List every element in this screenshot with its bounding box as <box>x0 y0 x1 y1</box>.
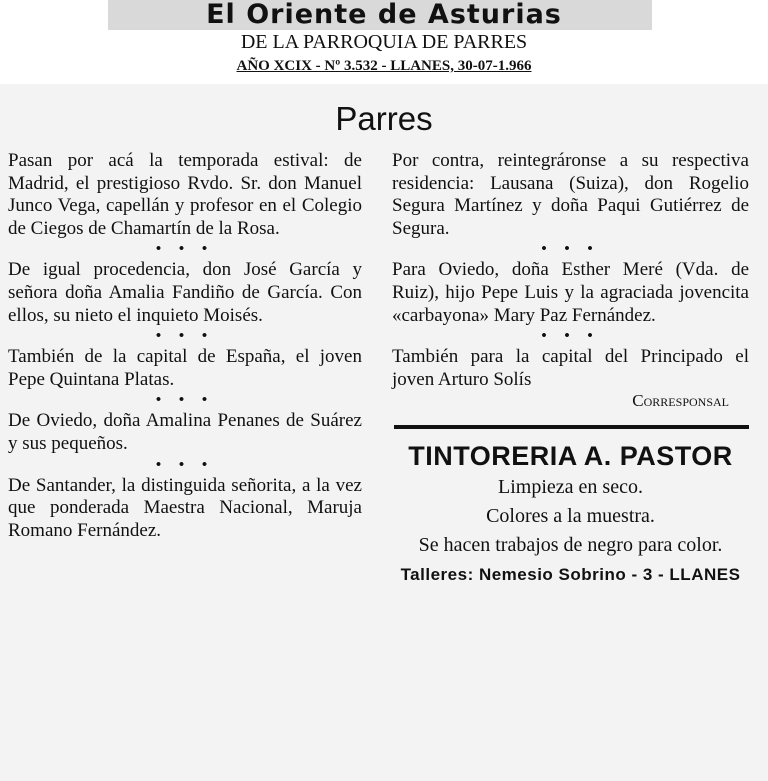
paragraph: Pasan por acá la temporada estival: de Madrid, el prestigioso Rvdo. Sr. don Manuel Junco Vega, capellán y profesor en el Colegio de Ciegos de Chamartín de la Rosa. <box>8 150 362 239</box>
separator: • • • <box>155 328 215 345</box>
ad-line: Limpieza en seco. <box>498 476 643 499</box>
ad-address: Talleres: Nemesio Sobrino - 3 - LLANES <box>400 565 741 585</box>
paragraph: También de la capital de España, el joven Pepe Quintana Platas. <box>8 346 362 390</box>
separator: • • • <box>155 241 215 258</box>
article-left-column <box>8 150 362 542</box>
issue-dateline: AÑO XCIX - Nº 3.532 - LLANES, 30-07-1.966 <box>236 58 532 74</box>
divider-rule <box>394 425 749 429</box>
ad-line: Colores a la muestra. <box>486 505 655 528</box>
paragraph: De igual procedencia, don José García y señora doña Amalia Fandiño de García. Con ellos, su nieto el inquieto Moisés. <box>8 259 362 326</box>
paragraph: También para la capital del Principado el joven Arturo Solís <box>392 346 749 390</box>
paragraph: Por contra, reintegráronse a su respectiva residencia: Lausana (Suiza), don Rogelio Segura Martínez y doña Paqui Gutiérrez de Segura. <box>392 150 749 239</box>
correspondent-signature: Corresponsal <box>632 391 729 411</box>
newspaper-masthead: El Oriente de Asturias <box>206 0 562 30</box>
advertisement <box>392 439 749 586</box>
ad-title: TINTORERIA A. PASTOR <box>408 441 733 472</box>
separator: • • • <box>155 392 215 409</box>
paragraph: Para Oviedo, doña Esther Meré (Vda. de Ruiz), hijo Pepe Luis y la agraciada jovencita «carbayona» Mary Paz Fernández. <box>392 259 749 326</box>
paragraph: De Santander, la distinguida señorita, a la vez que ponderada Maestra Nacional, Maruja Romano Fernández. <box>8 474 362 541</box>
article-right-column <box>392 150 749 586</box>
ad-line: Se hacen trabajos de negro para color. <box>418 534 723 557</box>
separator: • • • <box>155 456 215 473</box>
separator: • • • <box>541 328 600 345</box>
separator: • • • <box>541 241 600 258</box>
paragraph: De Oviedo, doña Amalina Penanes de Suárez y sus pequeños. <box>8 410 362 454</box>
article-title: Parres <box>335 100 433 137</box>
parish-subtitle: DE LA PARROQUIA DE PARRES <box>240 31 528 53</box>
